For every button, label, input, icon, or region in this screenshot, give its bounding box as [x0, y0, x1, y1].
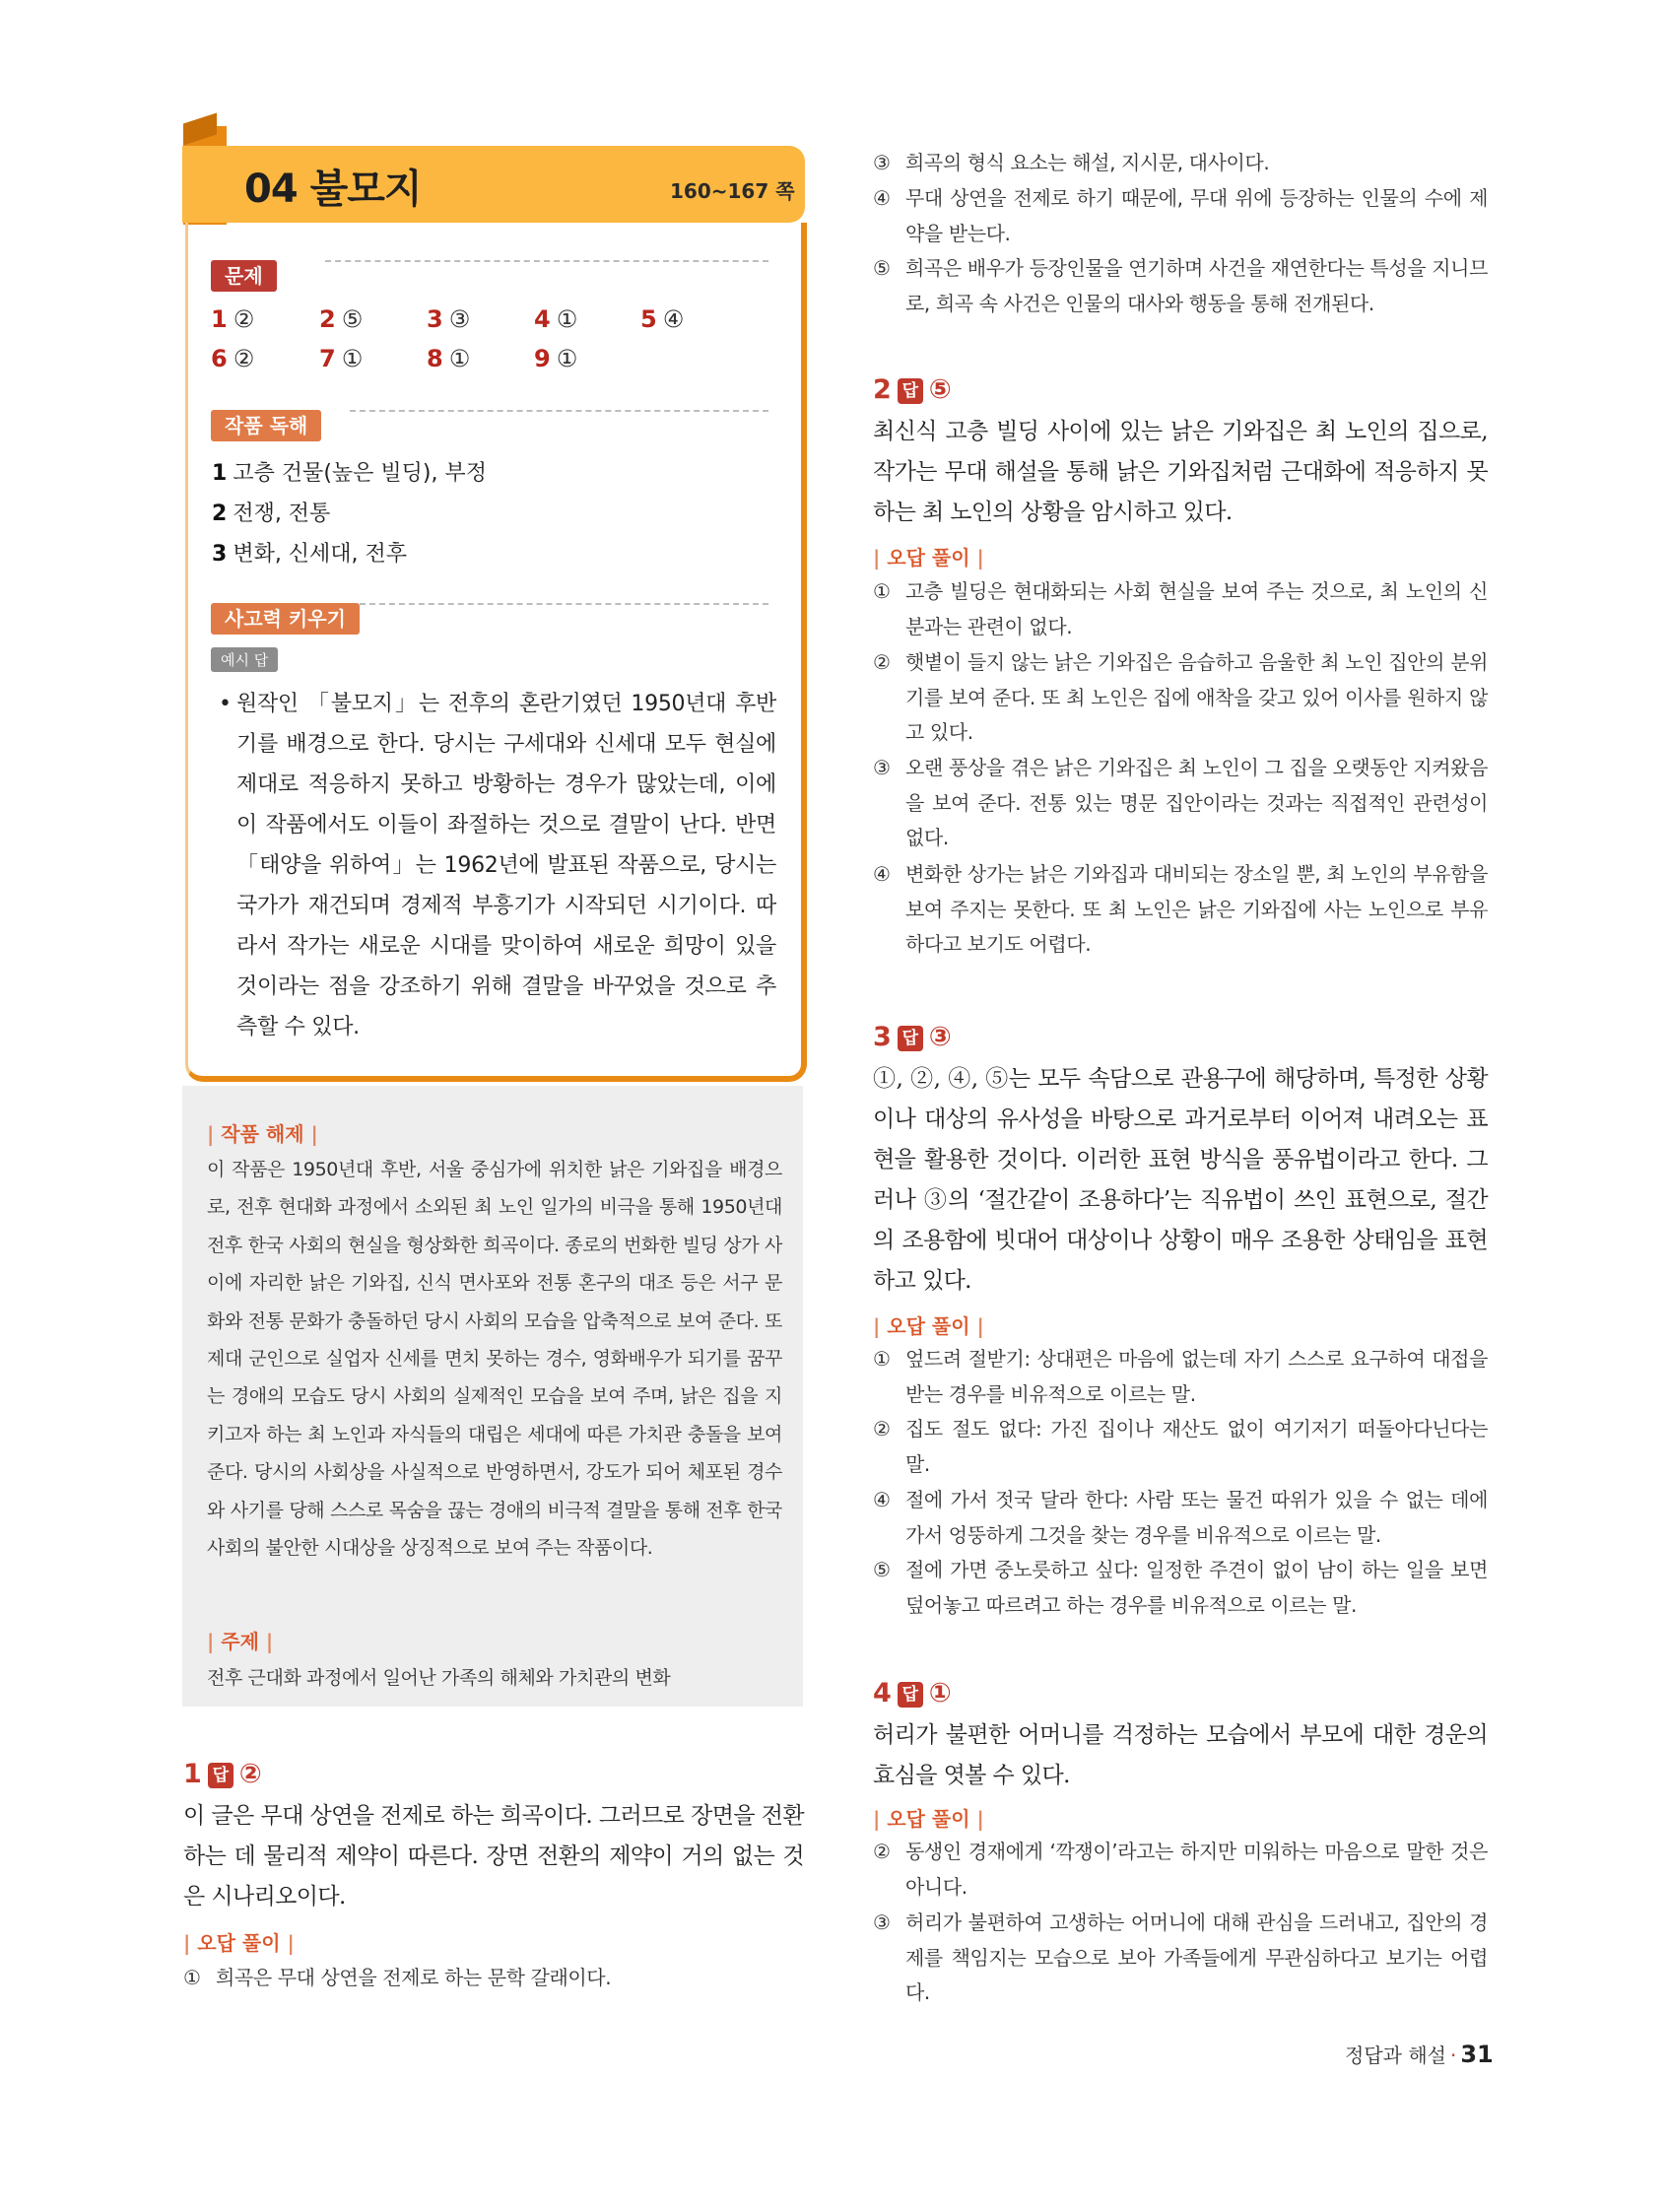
divider — [325, 260, 768, 262]
page-footer: 정답과 해설 · 31 — [1345, 2041, 1494, 2068]
answer-item: 2 ⑤ — [319, 305, 364, 333]
divider — [360, 603, 768, 605]
analysis-label: | 작품 해제 | — [207, 1122, 318, 1146]
reading-item: 1 고층 건물(높은 빌딩), 부정 — [212, 461, 487, 486]
q2-wrong-item: ③ 오랜 풍상을 겪은 낡은 기와집은 최 노인이 그 집을 오랫동안 지켜왔음을 보여 준다. 전통 있는 명문 집안이라는 것과는 직접적인 관련성이 없다. — [873, 756, 1488, 849]
q1-body: 이 글은 무대 상연을 전제로 하는 희곡이다. 그러므로 장면을 전환하는 데 물리적 제약이 따른다. 장면 전환의 제약이 거의 없는 것은 시나리오이다. — [183, 1803, 804, 1910]
q4-heading: 4 답 ① — [873, 1678, 952, 1709]
page-range: 160~167 쪽 — [670, 179, 795, 203]
q2-heading: 2 답 ⑤ — [873, 374, 952, 405]
q2-wrong-label: | 오답 풀이 | — [873, 546, 984, 570]
theme-text: 전후 근대화 과정에서 일어난 가족의 해체와 가치관의 변화 — [207, 1667, 671, 1689]
answer-item: 3 ③ — [427, 305, 471, 333]
answer-item: 6 ② — [211, 345, 255, 372]
example-answer-tag: 예시 답 — [211, 647, 278, 672]
q1-heading: 1 답 ② — [183, 1759, 262, 1789]
q3-body: ①, ②, ④, ⑤는 모두 속담으로 관용구에 해당하며, 특정한 상황이나 대상의 유사성을 바탕으로 과거로부터 이어져 내려오는 표현을 활용한 것이다. 이러한 표현 방식을 풍유법이라고 한다. 그러나 ③의 ‘절간같이 조용하다’는 직유법이 쓰인 표현으로, 절간의 조용함에 빗대어 대상이나 상황이 매우 조용한 상태임을 표현하고 있다. — [873, 1066, 1488, 1294]
q1-wrong-item: ④ 무대 상연을 전제로 하기 때문에, 무대 위에 등장하는 인물의 수에 제약을 받는다. — [873, 186, 1488, 245]
page-title: 04 불모지 — [244, 167, 422, 212]
q4-wrong-label: | 오답 풀이 | — [873, 1807, 984, 1831]
q2-wrong-item: ① 고층 빌딩은 현대화되는 사회 현실을 보여 주는 것으로, 최 노인의 신분과는 관련이 없다. — [873, 579, 1488, 638]
q1-wrong-item: ① 희곡은 무대 상연을 전제로 하는 문학 갈래이다. — [183, 1966, 612, 1989]
answer-item: 9 ① — [534, 345, 578, 372]
page-number: 31 — [1460, 2041, 1494, 2068]
q3-wrong-item: ② 집도 절도 없다: 가진 집이나 재산도 없이 여기저기 떠돌아다닌다는 말. — [873, 1417, 1488, 1476]
answer-item: 7 ① — [319, 345, 364, 372]
analysis-text: 이 작품은 1950년대 후반, 서울 중심가에 위치한 낡은 기와집을 배경으로, 전후 현대화 과정에서 소외된 최 노인 일가의 비극을 통해 1950년대 전후 한국 사회의 현실을 형상화한 희곡이다. 종로의 번화한 빌딩 상가 사이에 자리한 낡은 기와집, 신식 면사포와 전통 혼구의 대조 등은 서구 문화와 전통 문화가 충돌하던 당시 사회의 모습을 압축적으로 보여 준다. 또 제대 군인으로 실업자 신세를 면치 못하는 경수, 영화배우가 되기를 꿈꾸는 경애의 모습도 당시 사회의 실제적인 모습을 보여 주며, 낡은 집을 지키고자 하는 최 노인과 자식들의 대립은 세대에 따른 가치관 충돌을 보여 준다. 당시의 사회상을 사실적으로 반영하면서, 강도가 되어 체포된 경수와 사기를 당해 스스로 목숨을 끊는 경애의 비극적 결말을 통해 전후 한국 사회의 불안한 시대상을 상징적으로 보여 주는 작품이다. — [207, 1159, 782, 1560]
q4-wrong-item: ② 동생인 경재에게 ‘깍쟁이’라고는 하지만 미워하는 마음으로 말한 것은 아니다. — [873, 1840, 1488, 1899]
reading-item: 2 전쟁, 전통 — [212, 502, 331, 526]
q3-wrong-item: ④ 절에 가서 젓국 달라 한다: 사람 또는 물건 따위가 있을 수 없는 데에 가서 엉뚱하게 그것을 찾는 경우를 비유적으로 이르는 말. — [873, 1488, 1488, 1547]
theme-label: | 주제 | — [207, 1630, 274, 1653]
q2-wrong-item: ④ 변화한 상가는 낡은 기와집과 대비되는 장소일 뿐, 최 노인의 부유함을 보여 주지는 못한다. 또 최 노인은 낡은 기와집에 사는 노인으로 부유하다고 보기도 어렵다. — [873, 862, 1488, 956]
answer-item: 8 ① — [427, 345, 471, 372]
answers-label: 문제 — [211, 260, 277, 292]
q3-wrong-item: ⑤ 절에 가면 중노릇하고 싶다: 일정한 주견이 없이 남이 하는 일을 보면 덮어놓고 따르려고 하는 경우를 비유적으로 이르는 말. — [873, 1558, 1488, 1617]
thinking-label: 사고력 키우기 — [211, 603, 360, 635]
q1-wrong-item: ⑤ 희곡은 배우가 등장인물을 연기하며 사건을 재연한다는 특성을 지니므로, 희곡 속 사건은 인물의 대사와 행동을 통해 전개된다. — [873, 256, 1488, 315]
reading-item: 3 변화, 신세대, 전후 — [212, 542, 408, 567]
q3-wrong-label: | 오답 풀이 | — [873, 1314, 984, 1338]
q1-wrong-item: ③ 희곡의 형식 요소는 해설, 지시문, 대사이다. — [873, 151, 1270, 174]
q3-heading: 3 답 ③ — [873, 1022, 952, 1052]
reading-label: 작품 독해 — [211, 410, 321, 441]
divider — [350, 410, 768, 412]
q4-body: 허리가 불편한 어머니를 걱정하는 모습에서 부모에 대한 경운의 효심을 엿볼 수 있다. — [873, 1722, 1488, 1788]
q3-wrong-item: ① 엎드려 절받기: 상대편은 마음에 없는데 자기 스스로 요구하여 대접을 받는 경우를 비유적으로 이르는 말. — [873, 1347, 1488, 1406]
bullet: • — [219, 692, 232, 716]
q4-wrong-item: ③ 허리가 불편하여 고생하는 어머니에 대해 관심을 드러내고, 집안의 경제를 책임지는 모습으로 보아 가족들에게 무관심하다고 보기는 어렵다. — [873, 1910, 1488, 2004]
answer-item: 5 ④ — [640, 305, 685, 333]
answer-item: 4 ① — [534, 305, 578, 333]
q2-wrong-item: ② 햇볕이 들지 않는 낡은 기와집은 음습하고 음울한 최 노인 집안의 분위기를 보여 준다. 또 최 노인은 집에 애착을 갖고 있어 이사를 원하지 않고 있다. — [873, 650, 1488, 744]
q2-body: 최신식 고층 빌딩 사이에 있는 낡은 기와집은 최 노인의 집으로, 작가는 무대 해설을 통해 낡은 기와집처럼 근대화에 적응하지 못하는 최 노인의 상황을 암시하고 있다. — [873, 419, 1488, 525]
thinking-text: 원작인 「불모지」는 전후의 혼란기였던 1950년대 후반기를 배경으로 한다. 당시는 구세대와 신세대 모두 현실에 제대로 적응하지 못하고 방황하는 경우가 많았는데, 이에 이 작품에서도 이들이 좌절하는 것으로 결말이 난다. 반면 「태양을 위하여」는 1962년에 발표된 작품으로, 당시는 국가가 재건되며 경제적 부흥기가 시작되던 시기이다. 따라서 작가는 새로운 시대를 맞이하여 새로운 희망이 있을 것이라는 점을 강조하기 위해 결말을 바꾸었을 것으로 추측할 수 있다. — [236, 692, 776, 1039]
q1-wrong-label: | 오답 풀이 | — [183, 1931, 295, 1955]
answer-item: 1 ② — [211, 305, 255, 333]
